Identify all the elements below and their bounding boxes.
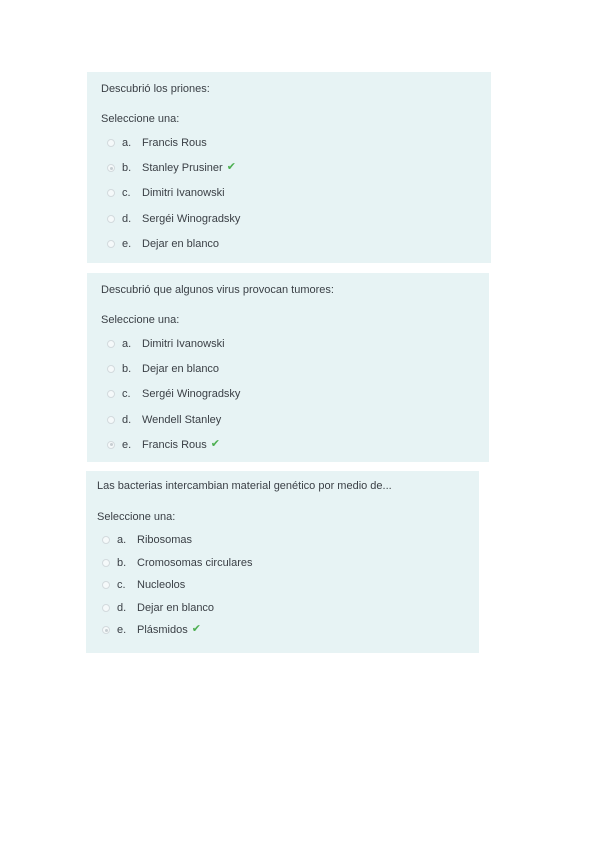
answer-option[interactable]: [107, 213, 240, 238]
check-icon: ✔: [191, 623, 201, 636]
option-label: Sergéi Winogradsky: [142, 388, 241, 401]
answer-option[interactable]: [102, 624, 253, 647]
answer-list: [107, 137, 240, 263]
radio-button[interactable]: [107, 189, 115, 197]
radio-button[interactable]: [107, 340, 115, 348]
option-letter: b.: [122, 162, 132, 175]
option-letter: a.: [117, 534, 127, 546]
answer-option[interactable]: [102, 602, 253, 625]
option-label: Dejar en blanco: [142, 237, 220, 250]
option-label: Cromosomas circulares: [137, 556, 253, 569]
option-letter: d.: [117, 601, 127, 614]
radio-button[interactable]: [102, 581, 110, 589]
radio-button[interactable]: [107, 365, 115, 373]
question-text: Descubrió los priones:: [101, 83, 210, 95]
radio-button-selected[interactable]: [107, 164, 115, 172]
option-letter: a.: [122, 338, 132, 350]
answer-option[interactable]: [107, 338, 240, 363]
option-letter: c.: [122, 187, 131, 200]
question-card-3: [86, 471, 479, 653]
answer-list: [107, 338, 240, 464]
option-letter: c.: [117, 579, 126, 592]
answer-option[interactable]: [107, 414, 240, 439]
option-letter: c.: [122, 388, 131, 401]
answer-option[interactable]: [107, 187, 240, 212]
answer-option[interactable]: [102, 534, 253, 557]
answer-option[interactable]: [107, 388, 240, 413]
answer-option[interactable]: [107, 238, 240, 263]
radio-button[interactable]: [107, 240, 115, 248]
check-icon: ✔: [226, 161, 236, 174]
answer-option[interactable]: [102, 557, 253, 580]
option-label: Plásmidos: [137, 624, 188, 637]
option-label: Francis Rous: [142, 137, 207, 149]
check-icon: ✔: [210, 437, 221, 450]
radio-button[interactable]: [107, 139, 115, 147]
question-text: Las bacterias intercambian material genético por medio de...: [97, 480, 392, 492]
radio-button-selected[interactable]: [102, 626, 110, 634]
option-letter: e.: [122, 438, 132, 451]
radio-button[interactable]: [107, 390, 115, 398]
option-label: Francis Rous: [142, 438, 207, 451]
answer-option[interactable]: [107, 162, 240, 187]
radio-button[interactable]: [107, 215, 115, 223]
radio-button[interactable]: [102, 559, 110, 567]
radio-button[interactable]: [102, 604, 110, 612]
select-one-prompt: Seleccione una:: [101, 314, 180, 326]
radio-button[interactable]: [107, 416, 115, 424]
option-letter: e.: [117, 624, 127, 637]
option-label: Dimitri Ivanowski: [142, 187, 225, 200]
select-one-prompt: Seleccione una:: [97, 511, 176, 523]
option-label: Dejar en blanco: [137, 601, 215, 614]
option-label: Dejar en blanco: [142, 363, 220, 376]
option-letter: b.: [117, 556, 127, 569]
option-letter: d.: [122, 413, 132, 426]
option-label: Nucleolos: [137, 579, 186, 592]
option-label: Dimitri Ivanowski: [142, 338, 225, 350]
option-label: Sergéi Winogradsky: [142, 212, 241, 225]
answer-option[interactable]: [102, 579, 253, 602]
option-label: Ribosomas: [137, 534, 193, 546]
select-one-prompt: Seleccione una:: [101, 113, 180, 125]
question-card-2: [87, 273, 489, 462]
answer-option[interactable]: [107, 137, 240, 162]
answer-option[interactable]: [107, 439, 240, 464]
option-label: Stanley Prusiner: [142, 162, 223, 175]
question-text: Descubrió que algunos virus provocan tumores:: [101, 284, 334, 296]
answer-option[interactable]: [107, 363, 240, 388]
option-letter: b.: [122, 363, 132, 376]
option-letter: d.: [122, 212, 132, 225]
option-letter: e.: [122, 237, 132, 250]
option-letter: a.: [122, 137, 132, 149]
question-card-1: [87, 72, 491, 263]
option-label: Wendell Stanley: [142, 413, 222, 426]
answer-list: [102, 534, 253, 647]
radio-button[interactable]: [102, 536, 110, 544]
radio-button-selected[interactable]: [107, 441, 115, 449]
